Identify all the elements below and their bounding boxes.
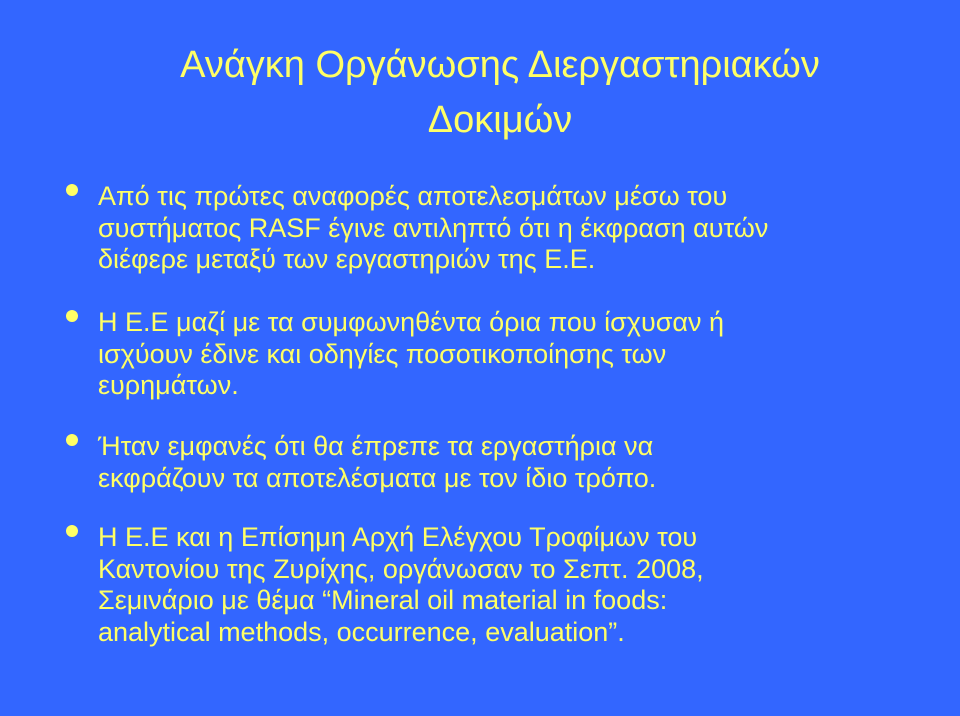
dot-icon <box>64 182 80 198</box>
bullet-item-3 <box>98 431 918 494</box>
dot-icon <box>64 432 80 448</box>
bullet-item-2 <box>98 307 918 402</box>
dot-icon <box>64 523 80 539</box>
bullet-text-line: Ήταν εμφανές ότι θα έπρεπε τα εργαστήρια να <box>98 431 654 461</box>
bullet-item-4 <box>98 522 918 648</box>
bullet-text-line: Από τις πρώτες αναφορές αποτελεσμάτων μέσω του <box>98 181 728 211</box>
dot-icon <box>64 308 80 324</box>
bullet-text-line: ευρημάτων. <box>98 370 239 400</box>
bullet-text-line: συστήματος RASF έγινε αντιληπτό ότι η έκφραση αυτών <box>98 212 769 243</box>
slide-title-line: Ανάγκη Οργάνωσης Διεργαστηριακών <box>180 44 820 86</box>
slide-title-line: Δοκιμών <box>427 99 573 141</box>
bullet-text-line: ισχύουν έδινε και οδηγίες ποσοτικοποίησης των <box>98 338 667 369</box>
bullet-text-line: Η Ε.Ε και η Επίσημη Αρχή Ελέγχου Τροφίμων του <box>98 522 698 552</box>
bullet-text-line: analytical methods, occurrence, evaluation”. <box>98 616 625 647</box>
bullet-text-line: Η Ε.Ε μαζί με τα συμφωνηθέντα όρια που ίσχυσαν ή <box>98 307 725 337</box>
bullet-item-1 <box>98 181 918 276</box>
bullet-text-line: Καντονίου της Ζυρίχης, οργάνωσαν το Σεπτ. 2008, <box>98 553 704 584</box>
bullet-text-line: Σεμινάριο με θέμα “Mineral oil material in foods: <box>98 585 668 615</box>
bullet-text-line: διέφερε μεταξύ των εργαστηριών της Ε.Ε. <box>98 244 596 274</box>
bullet-text-line: εκφράζουν τα αποτελέσματα με τον ίδιο τρόπο. <box>98 462 657 493</box>
